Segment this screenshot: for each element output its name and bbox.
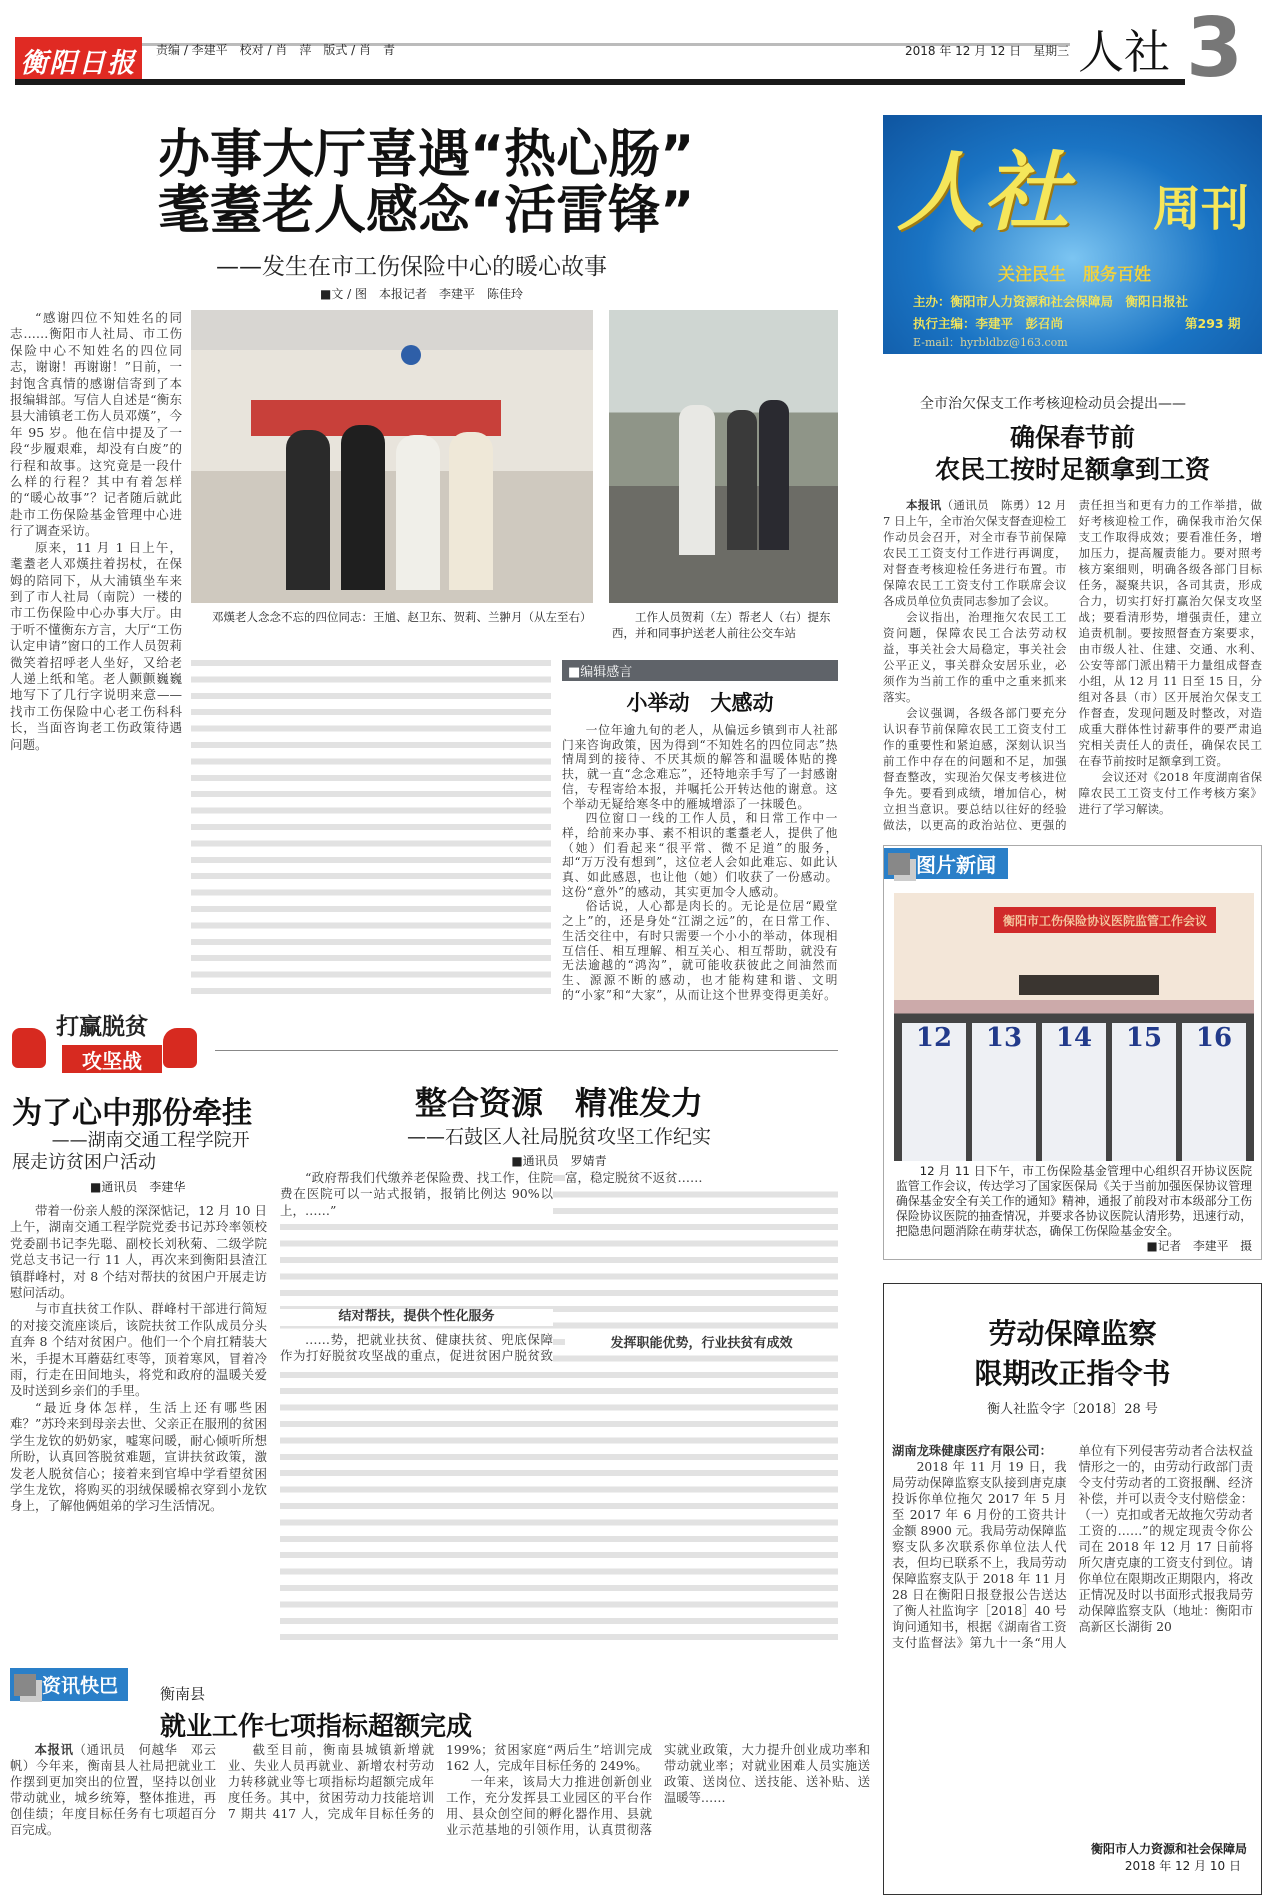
editor-note-title: 小举动 大感动 (626, 691, 774, 715)
paragraph: “政府帮我们代缴养老保险费、找工作，住院费在医院可以一站式报销，报销比例达 90%以上，……” (280, 1170, 553, 1218)
lead-photo-four-staff (191, 310, 593, 603)
page-number: 3 (1186, 1, 1244, 96)
wages-headline-2: 农民工按时足额拿到工资 (934, 455, 1210, 484)
seat-number: 15 (1112, 1023, 1176, 1161)
lead-label: 本报讯 (34, 1742, 74, 1757)
section-square-icon (14, 1674, 36, 1696)
photo2-caption: 工作人员贺莉（左）帮老人（右）提东西，并和同事护送老人前往公交车站 (612, 610, 831, 640)
labor-order-box (883, 1283, 1262, 1895)
paragraph: （通讯员 何越华 邓云帆）今年来，衡南县人社局把就业工作摆到更加突出的位置，坚持以创业带动就业，城乡统筹，整体推进，再创佳绩；年度目标任务有七项超百分百完成。 (10, 1743, 216, 1837)
paragraph: 带着一份亲人般的深深惦记，12 月 10 日上午，湖南交通工程学院党委书记苏玲率领校党委副书记李先聪、副校长刘秋菊、二级学院党总支书记一行 11 人，再次来到衡阳县渣江镇群峰村，对 8 个结对帮扶的贫困户开展走访慰问活动。 (10, 1203, 267, 1301)
meeting-photo (894, 893, 1254, 1161)
lead-body-continued (191, 655, 551, 1000)
seat-number: 12 (902, 1023, 966, 1161)
shigu-subtitle: ——石鼓区人社局脱贫攻坚工作纪实 (406, 1126, 711, 1148)
banner-title-weekly: 周刊 (1153, 181, 1250, 237)
banner-slogan: 关注民生 服务百姓 (998, 265, 1151, 285)
weekly-banner (883, 115, 1262, 354)
shigu-body (280, 1170, 838, 1364)
news-brief-label: 资讯快巴 (10, 1668, 128, 1701)
order-title-1: 劳动保障监察 (988, 1317, 1157, 1350)
paragraph: 截至目前，衡南县城镇新增就业、失业人员再就业、新增农村劳动力转移就业等七项指标均超额完成年度任务。其中，贫困劳动力技能培训 7 期共 417 人，完成年目标任务的 199%；贫困家庭“两后生”培训完成 162 人，完成年目标任务的 249%。 (228, 1743, 652, 1821)
paragraph: ……势，把就业扶贫、健康扶贫、兜底保障作为打好脱贫攻坚战的重点，促进贫困户脱贫致富，稳定脱贫不返贫…… (280, 1170, 838, 1364)
hengnan-headline: 就业工作七项指标超额完成 (160, 1712, 473, 1742)
lead-byline: ■文 / 图 本报记者 李建平 陈佳玲 (320, 287, 524, 301)
banner-editors: 执行主编：李建平 彭召尚 (913, 316, 1064, 331)
logo-text-bottom: 攻坚战 (62, 1045, 162, 1073)
poverty-headline: 为了心中那份牵挂 (12, 1096, 252, 1131)
section-square-icon (888, 853, 910, 875)
seat-number: 13 (972, 1023, 1036, 1161)
paragraph: 一年来，该局大力推进创新创业工作，充分发挥县工业园区的平台作用、县众创空间的孵化器作用、县就业示范基地的引领作用，认真贯彻落实就业政策，大力提升创业成功率和带动就业率；对就业困难人员实施送政策、送岗位、送技能、送补贴、送温暖等…… (446, 1743, 870, 1837)
editor-note-label: ■编辑感言 (562, 660, 838, 681)
paragraph: （通讯员 陈勇）12 月 7 日上午，全市治欠保支督查迎检工作动员会召开，对全市春节前保障农民工工资支付工作进行再调度，对督查考核迎检任务进行布置。市保障农民工工资支付工作联席会议各成员单位负责同志参加了会议。 (883, 498, 1067, 608)
paragraph: 2018 年 11 月 19 日，我局劳动保障监察支队接到唐克康投诉你单位拖欠 2017 年 5 月至 2017 年 6 月份的工资共计金额 8900 元。我局劳动保障监察支队多次联系你单位法人代表，但均已联系不上，我局劳动保障监察支队于 2018 年 11 月 28 日在衡阳日报登报公告送达了衡人社监询字［2018］40 号询问通知书，根据《湖南省工资支付监督法》第九十一条“用人单位有下列侵害劳动者合法权益情形之一的，由劳动行政部门责令支付劳动者的工资报酬、经济补偿，并可以责令支付赔偿金：（一）克扣或者无故拖欠劳动者工资的……”的规定现责令你公司在 2018 年 12 月 17 日前将所欠唐克康的工资支付到位。请你单位在限期改正期限内，将改正情况及时以书面形式报我局劳动保障监察支队（地址：衡阳市高新区长湖街 20 (892, 1444, 1253, 1650)
thumbs-up-icon (163, 1028, 197, 1068)
lead-label: 本报讯 (906, 498, 942, 512)
photo-news-caption: 12 月 11 日下午，市工伤保险基金管理中心组织召开协议医院监管工作会议，传达学习了国家医保局《关于当前加强医保协议管理确保基金安全有关工作的通知》精神，通报了前段对市本级部分工伤保险协议医院的抽查情况，并要求各协议医院认清形势，迅速行动，把隐患问题消除在萌芽状态，确保工伤保险基金安全。 (896, 1164, 1252, 1238)
seat-number: 14 (1042, 1023, 1106, 1161)
meeting-banner: 衡阳市工伤保险协议医院监管工作会议 (994, 907, 1216, 933)
newspaper-logo: 衡阳日报 (15, 37, 142, 83)
banner-title-renshe: 人社 (897, 143, 1069, 243)
shigu-headline: 整合资源 精准发力 (414, 1084, 703, 1122)
paragraph: 四位窗口一线的工作人员，和日常工作中一样，给前来办事、素不相识的耄耋老人，提供了他（她）们看起来“很平常、微不足道”的服务，却“万万没有想到”，这位老人会如此难忘、如此认真、如此感恩，也让他（她）们收获了一份感动。这份“意外”的感动，其实更加令人感动。 (562, 811, 838, 899)
hengnan-body (10, 1742, 870, 1838)
banner-issue: 第293 期 (1185, 316, 1241, 331)
issue-date: 2018 年 12 月 12 日 星期三 (905, 44, 1070, 58)
order-addressee: 湖南龙珠健康医疗有限公司： (892, 1444, 1052, 1458)
editor-note (562, 660, 838, 1002)
masthead-bottom-rule (15, 79, 1185, 85)
poverty-body (10, 1203, 267, 1515)
photo-news-credit: ■记者 李建平 摄 (1146, 1239, 1252, 1253)
photo-news-label: 图片新闻 (884, 848, 1008, 879)
order-document-number: 衡人社监令字〔2018〕28 号 (987, 1402, 1158, 1417)
poverty-byline: ■通讯员 李建华 (90, 1180, 186, 1194)
thumbs-up-icon (12, 1028, 46, 1068)
paragraph: 会议指出，治理拖欠农民工工资问题，保障农民工合法劳动权益，事关社会大局稳定，事关社会公平正义，事关群众安居乐业，必须作为当前工作的重中之重来抓来落实。 (883, 610, 1067, 704)
lead-body-column (10, 310, 182, 753)
photo1-caption: 邓熯老人念念不忘的四位同志：王馗、赵卫东、贺莉、兰翀月（从左至右） (212, 610, 592, 624)
hengnan-kicker: 衡南县 (160, 1685, 206, 1703)
paragraph: “最近身体怎样，生活上还有哪些困难？”苏玲来到母亲去世、父亲正在服刑的贫困学生龙钦的奶奶家，嘘寒问暖，耐心倾听所想所盼，认真回答脱贫难题，宣讲扶贫政策，激发老人脱贫信心；接着来到官埠中学看望贫困学生龙钦，将购买的羽绒保暖棉衣穿到小龙钦身上，了解他俩姐弟的学习生活情况。 (10, 1399, 267, 1514)
paragraph: 与市直扶贫工作队、群峰村干部进行简短的对接交流座谈后，该院扶贫工作队成员分头直奔 8 个结对贫困户。他们一个个肩扛精装大米，手提木耳蘑菇红枣等，顶着寒风，冒着冷雨，行走在田间地头，将党和政府的温暖关爱及时送到乡亲们的手里。 (10, 1301, 267, 1399)
lead-headline-2: 耄耋老人感念“活雷锋” (158, 181, 695, 241)
wages-headline-1: 确保春节前 (1009, 423, 1135, 452)
lead-headline-1: 办事大厅喜遇“热心肠” (158, 125, 695, 185)
seat-number: 16 (1182, 1023, 1246, 1161)
poverty-campaign-logo (12, 1008, 197, 1080)
paragraph: 一位年逾九旬的老人，从偏远乡镇到市人社部门来咨询政策，因为得到“不知姓名的四位同志”热情周到的接待、不厌其烦的解答和温暖体贴的搀扶，就一直“念念难忘”，还特地亲手写了一封感谢信，专程寄给本报，并嘱托公开转达他的谢意。这个举动无疑给寒冬中的雁城增添了一抹暖色。 (562, 723, 838, 811)
section-heading: 发挥职能优势，行业扶贫有成效 (565, 1336, 838, 1352)
paragraph: “感谢四位不知姓名的同志……衡阳市人社局、市工伤保险中心不知姓名的四位同志，谢谢！再谢谢！”日前，一封饱含真情的感谢信寄到了本报编辑部。写信人自述是“衡东县大浦镇老工伤人员邓熯”，今年 95 岁。他在信中提及了一段“步履艰难，却没有白废”的行程和故事。这究竟是一段什么样的行程？其中有着怎样的“暖心故事”？记者随后就此赴市工伤保险基金管理中心进行了调查采访。 (10, 310, 182, 539)
paragraph: 原来，11 月 1 日上午，耄耋老人邓熯拄着拐杖，在保姆的陪同下，从大浦镇坐车来到了市人社局（南院）一楼的市工伤保险中心办事大厅。由于听不懂衡东方言，大厅“工伤认定申请”窗口的工作人员贺莉微笑着招呼老人坐好，又给老人递上纸和笔。老人颤颤巍巍地写下了几行字说明来意——找市工伤保险中心老工伤科科长，当面咨询老工伤政策待遇问题。 (10, 539, 182, 752)
wages-kicker: 全市治欠保支工作考核迎检动员会提出—— (920, 396, 1186, 412)
paragraph: 俗话说，人心都是肉长的。无论是位居“殿堂之上”的，还是身处“江湖之远”的，在日常工作、生活交往中，有时只需要一个小小的举动，体现相互信任、相互理解、相互关心、相互帮助，就没有无法逾越的“鸿沟”，就可能收获彼此之间油然而生、源源不断的感动，也才能构建和谐、文明的“小家”和“大家”，从而让这个世界变得更美好。 (562, 899, 838, 1002)
paragraph: 会议还对《2018 年度湖南省保障农民工工资支付工作考核方案》进行了学习解读。 (1078, 770, 1262, 816)
section-heading: 结对帮扶，提供个性化服务 (280, 1309, 553, 1325)
paragraph: 会议强调，各级各部门要充分认识春节前保障农民工工资支付工作的重要性和紧迫感，深刻认识当前工作中存在的问题和不足，加强督查整改，实现治欠保支考核进位争先。要看到成绩，增加信心，树立担当意识。要总结以往好的经验做法，以更高的政治站位、更强的责任担当和更有力的工作举措，做好考核迎检工作，确保我市治欠保支工作取得成效；要看准任务，增加压力，提高履责能力。要对照考核方案细则，明确各级各部门目标任务，凝聚共识，各司其责，形成合力，切实打好打赢治欠保支攻坚战；要看清形势，增强责任，建立追责机制。要按照督查方案要求，由市级人社、住建、交通、水利、公安等部门派出精干力量组成督查小组，从 12 月 11 日至 15 日，分组对各县（市）区开展治欠保支工作督查，发现问题及时整改，对造成重大群体性讨薪事件的要严肃追究相关责任人的责任，确保农民工在春节前按时足额拿到工资。 (883, 498, 1262, 832)
banner-sponsor: 主办：衡阳市人力资源和社会保障局 衡阳日报社 (913, 294, 1189, 309)
section-rule (215, 1050, 838, 1051)
photo-news-box (883, 845, 1262, 1260)
lead-photo-escort (609, 310, 838, 603)
wages-body (883, 497, 1262, 833)
poverty-subtitle: ——湖南交通工程学院开展走访贫困户活动 (12, 1130, 250, 1173)
banner-email: E-mail：hyrbldbz@163.com (913, 336, 1068, 349)
editor-credits: 责编 / 李建平 校对 / 肖 萍 版式 / 肖 青 (156, 43, 396, 57)
shigu-byline: ■通讯员 罗婧青 (511, 1154, 607, 1168)
lead-subtitle: ——发生在市工伤保险中心的暖心故事 (216, 254, 607, 280)
logo-text-top: 打赢脱贫 (56, 1013, 148, 1040)
section-name: 人社 (1078, 25, 1170, 79)
order-signature: 衡阳市人力资源和社会保障局 (1090, 1842, 1247, 1856)
order-title-2: 限期改正指令书 (974, 1357, 1171, 1390)
order-date: 2018 年 12 月 10 日 (1124, 1859, 1241, 1873)
